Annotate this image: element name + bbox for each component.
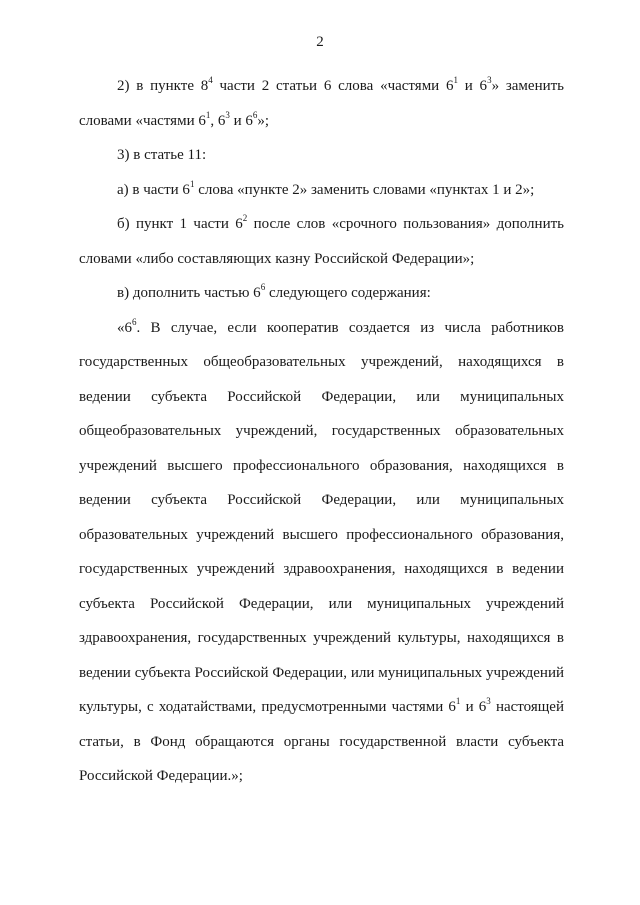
text-run: »; <box>257 112 270 129</box>
text-run: 2) в пункте 8 <box>117 78 209 94</box>
paragraph-part-6-6 <box>79 311 564 794</box>
paragraph-item-3 <box>79 138 564 173</box>
document-body <box>79 69 564 794</box>
text-run: и 6 <box>457 78 488 94</box>
text-run: и 6 <box>229 112 253 129</box>
text-run: слова «пункте 2» заменить словами «пунктах 1 и 2»; <box>194 181 535 198</box>
superscript-index: 6 <box>132 316 137 327</box>
text-run: . В случае, если кооператив создается из числа работников государственных общеобразовательных учреждений, находящихся в ведении субъекта Российской Федерации, или муниципальных общеобразовательных учреждений, государственных образовательных учреждений высшего профессионального образования, находящихся в ведении субъекта Российской Федерации, или муниципальных образовательных учреждений высшего профессионального образования, государственных учреждений здравоохранения, находящихся в ведении субъекта Российской Федерации, или муниципальных учреждений здравоохранения, государственных учреждений культуры, находящихся в ведении субъекта Российской Федерации, или муниципальных учреждений культуры, с ходатайствами, предусмотренными частями 6 <box>79 319 564 715</box>
text-run: «6 <box>117 319 132 336</box>
text-run: б) пункт 1 части 6 <box>117 216 243 232</box>
page-number: 2 <box>316 34 324 50</box>
text-run: 3) в статье 11: <box>117 147 207 163</box>
text-run: а) в части 6 <box>117 181 190 198</box>
paragraph-subitem-v <box>79 276 564 311</box>
text-run: , 6 <box>210 112 226 129</box>
superscript-index: 3 <box>225 109 230 120</box>
text-run: настоящей статьи, в Фонд обращаются органы государственной власти субъекта Российской Федерации.»; <box>79 699 564 784</box>
superscript-index: 3 <box>487 75 492 85</box>
text-run: части 2 статьи 6 слова «частями 6 <box>212 78 454 94</box>
paragraph-item-2 <box>79 69 564 138</box>
text-run: следующего содержания: <box>265 285 431 301</box>
text-run: после слов «срочного пользования» дополнить словами «либо составляющих казну Российской Федерации»; <box>79 216 564 267</box>
text-run: и 6 <box>460 699 487 715</box>
paragraph-subitem-a <box>79 173 564 208</box>
paragraph-subitem-b <box>79 207 564 276</box>
superscript-index: 6 <box>252 109 258 120</box>
superscript-index: 1 <box>205 109 211 120</box>
superscript-index: 1 <box>189 178 195 189</box>
superscript-index: 1 <box>455 696 461 706</box>
superscript-index: 6 <box>260 282 266 292</box>
text-run: » заменить словами «частями 6 <box>79 78 565 129</box>
superscript-index: 3 <box>486 696 491 706</box>
superscript-index: 4 <box>208 75 213 85</box>
superscript-index: 1 <box>453 75 458 85</box>
superscript-index: 2 <box>242 213 248 223</box>
text-run: в) дополнить частью 6 <box>117 285 261 301</box>
